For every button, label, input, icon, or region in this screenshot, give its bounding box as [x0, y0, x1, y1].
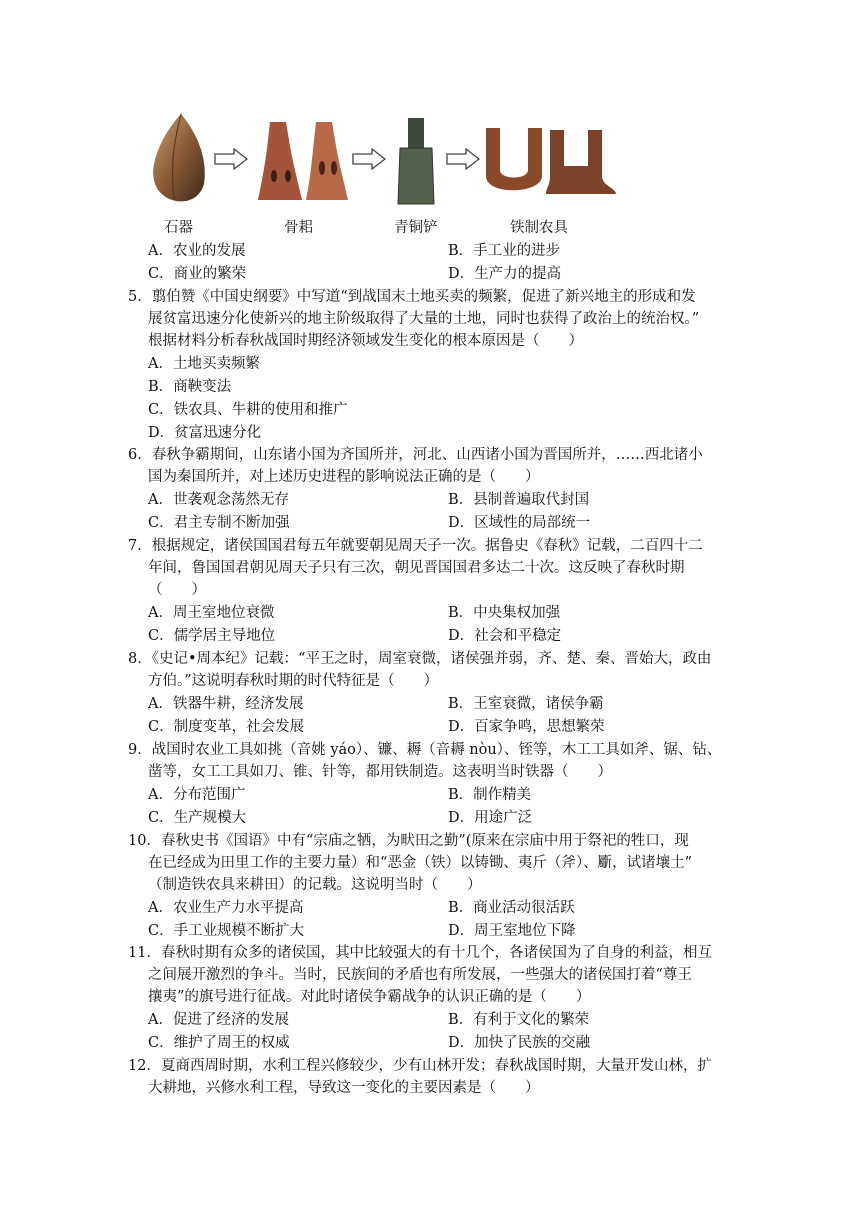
q6-option-a[interactable]: A．世袭观念荡然无存 [148, 492, 289, 508]
q11-stem-line: 之间展开激烈的争斗。当时，民族间的矛盾也有所发展，一些强大的诸侯国打着“尊王 [148, 967, 692, 983]
q5-stem-line: 展贫富迅速分化使新兴的地主阶级取得了大量的土地，同时也获得了政治上的统治权。” [148, 311, 700, 327]
iron-tools-image [484, 124, 618, 198]
q4-option-d[interactable]: D．生产力的提高 [448, 266, 562, 282]
q10-stem-line: 10．春秋史书《国语》中有“宗庙之牺，为畎田之勤”(原来在宗庙中用于祭祀的牲口，现 [128, 833, 689, 849]
caption-bone: 骨耜 [284, 220, 313, 236]
arrow-icon [446, 148, 480, 170]
q6-option-c[interactable]: C．君主专制不断加强 [148, 515, 290, 531]
q6-option-b[interactable]: B．县制普遍取代封国 [448, 492, 590, 508]
q10-stem-line: （制造铁农具来耕田）的记载。这说明当时（ ） [148, 877, 482, 893]
caption-iron: 铁制农具 [510, 220, 568, 236]
q7-option-b[interactable]: B．中央集权加强 [448, 605, 561, 621]
q9-stem-line: 9．战国时农业工具如挑（音姚 yáo）、镰、耨（音耨 nòu）、铚等，木工工具如斧、锯、钻、 [128, 742, 722, 758]
q10-option-d[interactable]: D．周王室地位下降 [448, 923, 576, 939]
q11-stem-line: 攘夷”的旗号进行征战。对此时诸侯争霸战争的认识正确的是（ ） [148, 989, 591, 1005]
q8-stem-line: 8．《史记•周本纪》记载：“平王之时，周室衰微，诸侯强并弱，齐、楚、秦、晋始大，政由 [128, 651, 712, 667]
tool-evolution-figure [148, 112, 628, 242]
bone-spade-image [256, 120, 352, 206]
q4-option-b[interactable]: B．手工业的进步 [448, 243, 561, 259]
q8-option-c[interactable]: C．制度变革，社会发展 [148, 719, 305, 735]
q7-stem-line: 7．根据规定，诸侯国国君每五年就要朝见周天子一次。据鲁史《春秋》记载，二百四十二 [128, 538, 703, 554]
q7-option-d[interactable]: D．社会和平稳定 [448, 628, 562, 644]
q10-option-c[interactable]: C．手工业规模不断扩大 [148, 923, 305, 939]
q9-option-c[interactable]: C．生产规模大 [148, 810, 247, 826]
q10-stem-line: 在已经成为田里工作的主要力量）和“恶金（铁）以铸锄、夷斤（斧）、斸，试诸壤土” [148, 855, 693, 871]
q8-stem-line: 方伯。”这说明春秋时期的时代特征是（ ） [148, 673, 439, 689]
q5-option-b[interactable]: B．商鞅变法 [148, 379, 232, 395]
q12-stem-line: 大耕地，兴修水利工程，导致这一变化的主要因素是（ ） [148, 1080, 540, 1096]
q9-stem-line: 凿等，女工工具如刀、锥、针等，都用铁制造。这表明当时铁器（ ） [148, 764, 612, 780]
q6-option-d[interactable]: D．区域性的局部统一 [448, 515, 591, 531]
q10-option-b[interactable]: B．商业活动很活跃 [448, 900, 575, 916]
q11-option-d[interactable]: D．加快了民族的交融 [448, 1035, 591, 1051]
q8-option-a[interactable]: A．铁器牛耕，经济发展 [148, 696, 304, 712]
q9-option-b[interactable]: B．制作精美 [448, 787, 532, 803]
q5-stem-line: 根据材料分析春秋战国时期经济领域发生变化的根本原因是（ ） [148, 333, 583, 349]
q7-option-a[interactable]: A．周王室地位衰微 [148, 605, 275, 621]
q6-stem-line: 国为秦国所并，对上述历史进程的影响说法正确的是（ ） [148, 469, 540, 485]
caption-stone: 石器 [164, 220, 193, 236]
q4-option-c[interactable]: C．商业的繁荣 [148, 266, 247, 282]
q7-stem-line: 年间，鲁国国君朝见周天子只有三次，朝见晋国国君多达二十次。这反映了春秋时期 [148, 560, 685, 576]
q10-option-a[interactable]: A．农业生产力水平提高 [148, 900, 304, 916]
q11-option-c[interactable]: C．维护了周王的权威 [148, 1035, 290, 1051]
q12-stem-line: 12．夏商西周时期，水利工程兴修较少，少有山林开发；春秋战国时期，大量开发山林，扩 [128, 1058, 712, 1074]
q11-option-a[interactable]: A．促进了经济的发展 [148, 1012, 289, 1028]
q5-stem-line: 5．翦伯赞《中国史纲要》中写道“到战国末土地买卖的频繁，促进了新兴地主的形成和发 [128, 289, 696, 305]
bronze-spade-image [394, 116, 438, 208]
q7-option-c[interactable]: C．儒学居主导地位 [148, 628, 276, 644]
q5-option-c[interactable]: C．铁农具、牛耕的使用和推广 [148, 402, 348, 418]
q5-option-a[interactable]: A．土地买卖频繁 [148, 356, 260, 372]
q11-stem-line: 11．春秋时期有众多的诸侯国，其中比较强大的有十几个，各诸侯国为了自身的利益，相互 [128, 945, 712, 961]
arrow-icon [352, 148, 386, 170]
q9-option-a[interactable]: A．分布范围广 [148, 787, 246, 803]
q11-option-b[interactable]: B．有利于文化的繁荣 [448, 1012, 590, 1028]
q6-stem-line: 6．春秋争霸期间，山东诸小国为齐国所并，河北、山西诸小国为晋国所并，……西北诸小 [128, 447, 703, 463]
q9-option-d[interactable]: D．用途广泛 [448, 810, 533, 826]
q8-option-d[interactable]: D．百家争鸣，思想繁荣 [448, 719, 605, 735]
q4-option-a[interactable]: A．农业的发展 [148, 243, 246, 259]
q5-option-d[interactable]: D．贫富迅速分化 [148, 425, 262, 441]
caption-bronze: 青铜铲 [394, 220, 438, 236]
arrow-icon [214, 148, 248, 170]
q8-option-b[interactable]: B．王室衰微，诸侯争霸 [448, 696, 604, 712]
stone-tool-image [148, 112, 210, 204]
q7-stem-line: （ ） [148, 582, 206, 598]
